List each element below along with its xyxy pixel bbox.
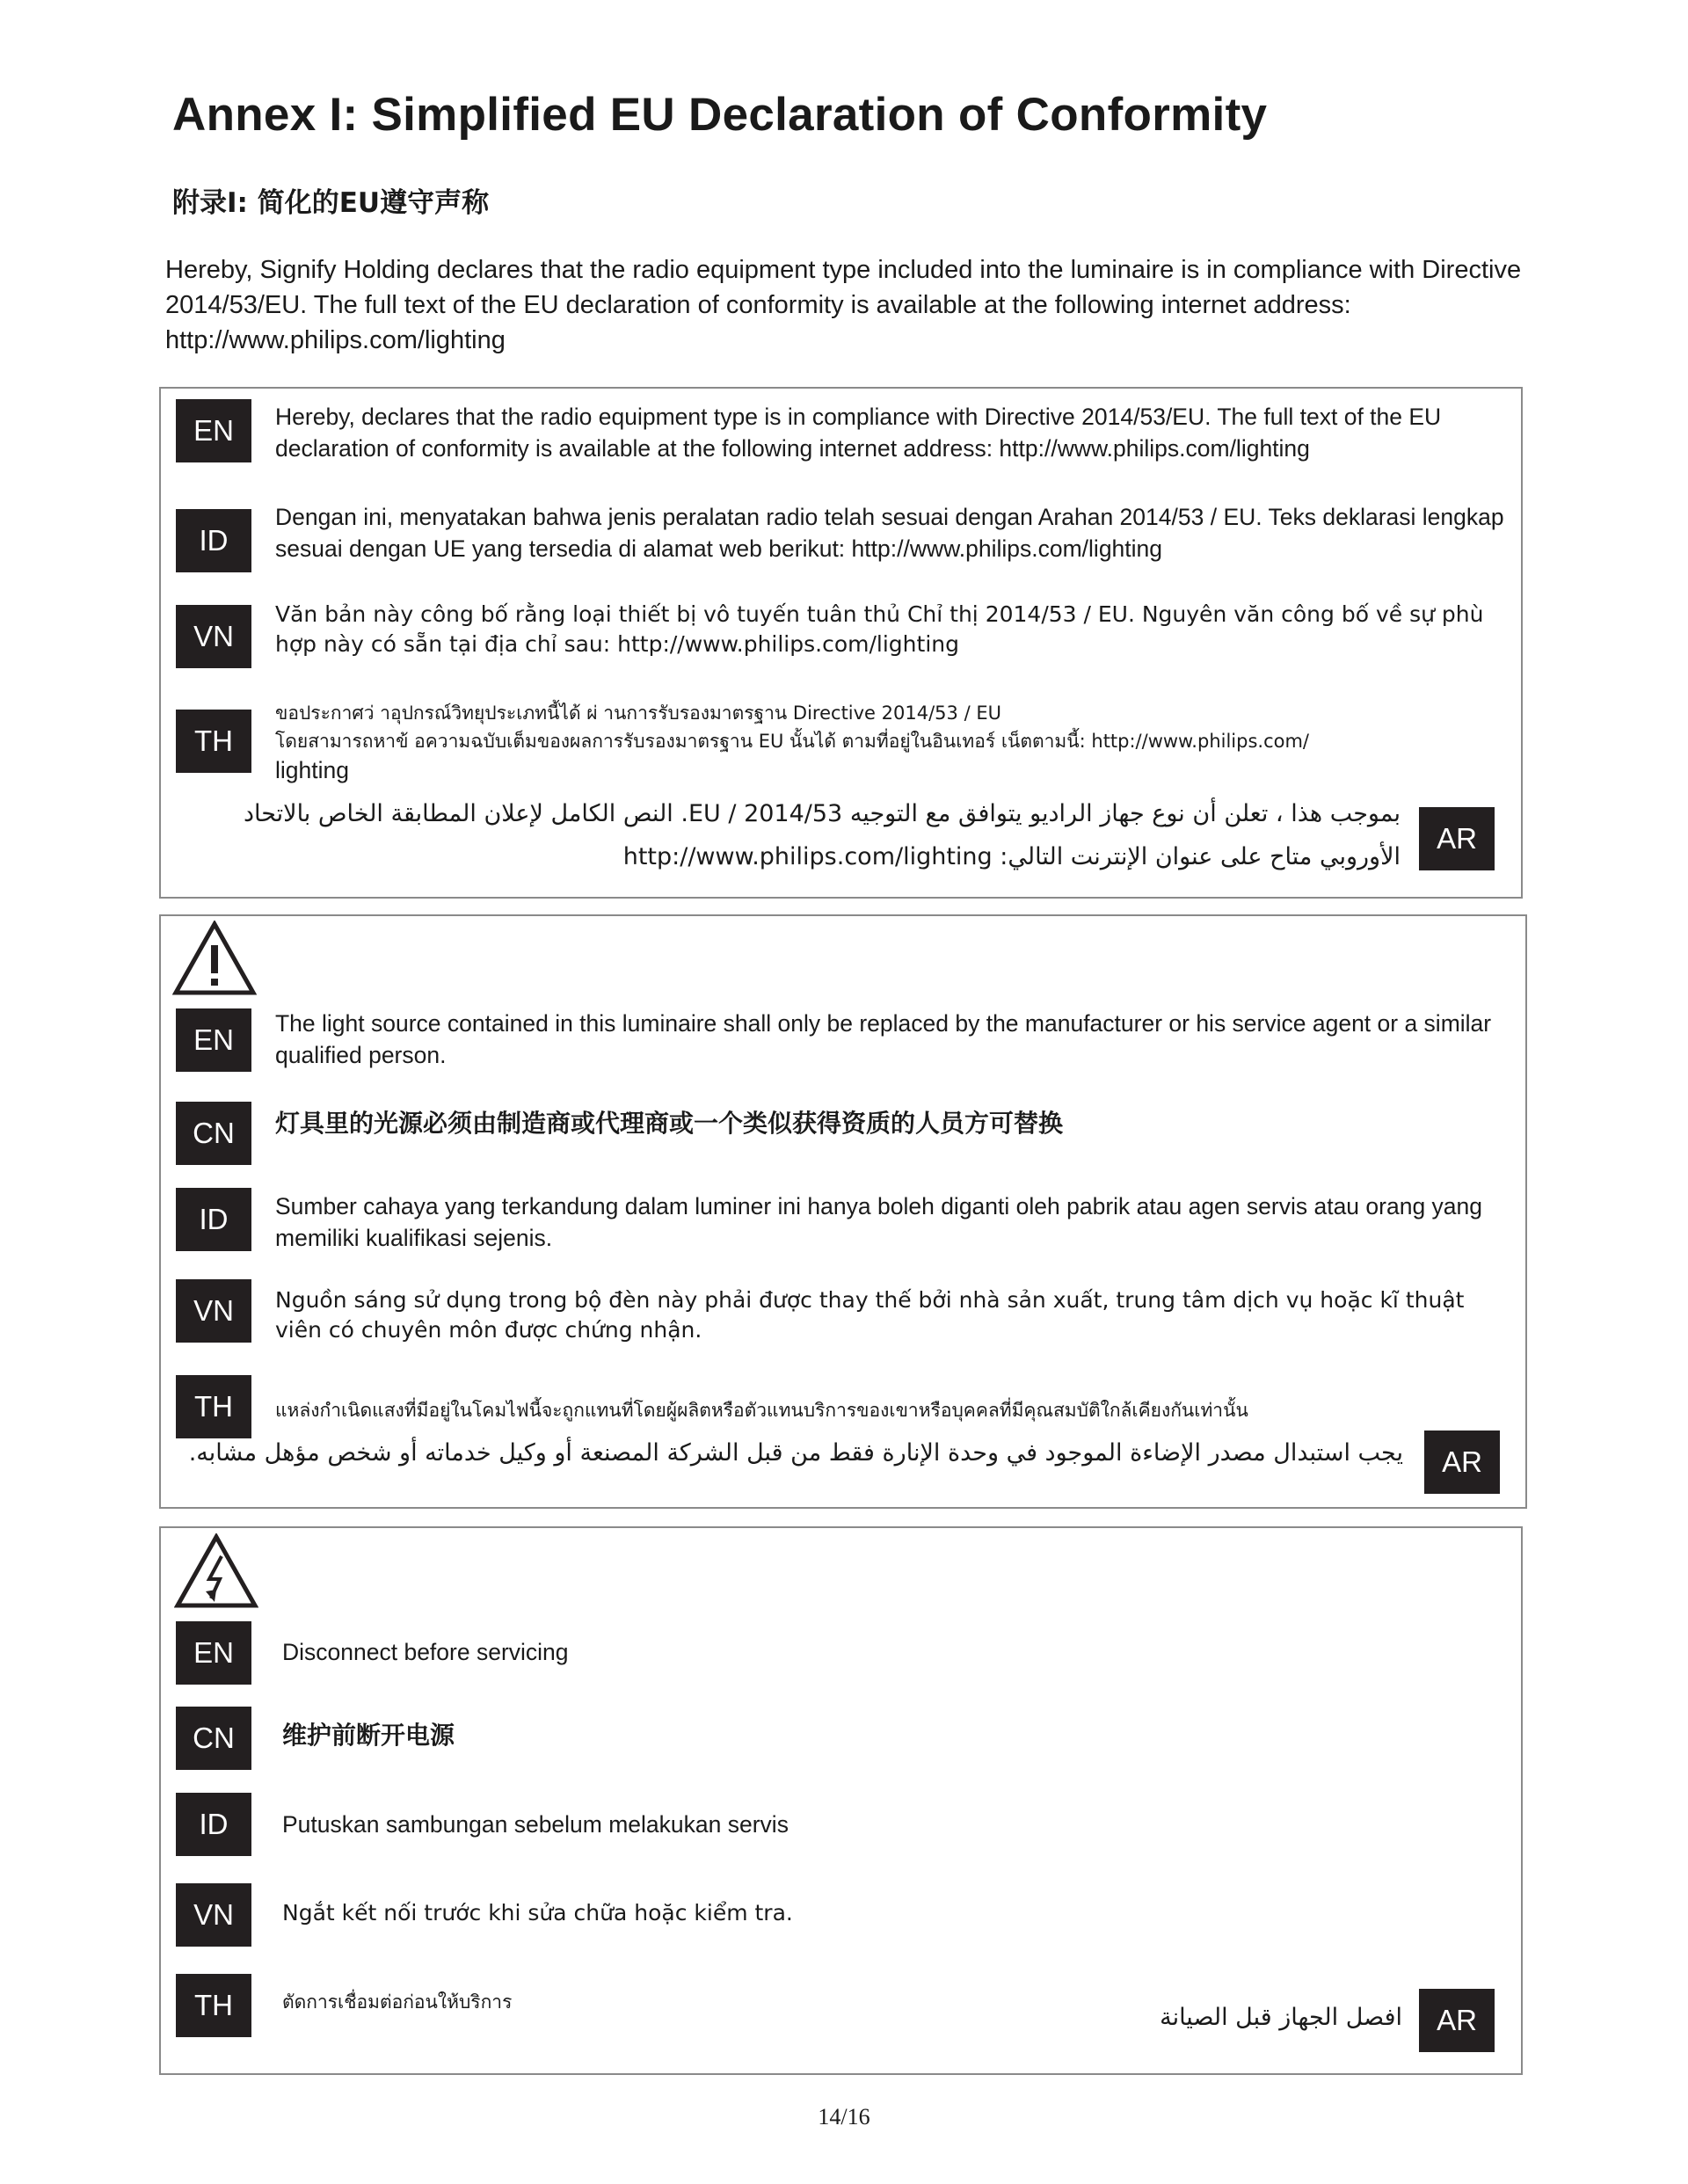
declaration-text-vn: Văn bản này công bố rằng loại thiết bị vô tuyến tuân thủ Chỉ thị 2014/53 / EU. Nguyên văn công bố về sự phù hợp này có sẵn tại địa chỉ sau: http://www.philips.com/lighting — [275, 601, 1484, 657]
warning-text-cn: 灯具里的光源必须由制造商或代理商或一个类似获得资质的人员方可替换 — [275, 1109, 1064, 1138]
warning-text-vn: Nguồn sáng sử dụng trong bộ đèn này phải được thay thế bởi nhà sản xuất, trung tâm dịch vụ hoặc kĩ thuật viên có chuyên môn được chứng nhận. — [275, 1287, 1465, 1343]
intro-paragraph: Hereby, Signify Holding declares that the radio equipment type included into the luminaire is in compliance with Directive 2014/53/EU. The full text of the EU declaration of conformity is available at the following internet address: http://www.philips.com/lighting — [165, 256, 1522, 354]
electric-text-en: Disconnect before servicing — [282, 1639, 569, 1665]
warning-text-ar: يجب استبدال مصدر الإضاءة الموجود في وحدة الإنارة فقط من قبل الشركة المصنعة أو وكيل خدماته أو شخص مؤهل مشابه. — [188, 1439, 1403, 1467]
lang-badge-id: ID — [176, 1188, 251, 1251]
lang-badge-cn: CN — [176, 1707, 251, 1770]
declaration-panel — [159, 387, 1523, 899]
lang-badge-cn: CN — [176, 1102, 251, 1165]
declaration-text-th-line2: โดยสามารถหาข้ อความฉบับเต็มของผลการรับรองมาตรฐาน EU นั้นได้ ตามที่อยู่ในอินเทอร์ เน็ตตามนี้: http://www.philips.com/ — [275, 731, 1309, 752]
warning-text-th: แหล่งกำเนิดแสงที่มีอยู่ในโคมไฟนี้จะถูกแทนที่โดยผู้ผลิตหรือตัวแทนบริการของเขาหรือบุคคลที่มีคุณสมบัติใกล้เคียงกันเท่านั้น — [275, 1400, 1248, 1421]
light-source-warning-panel — [159, 914, 1527, 1509]
lang-badge-th: TH — [176, 710, 251, 773]
electric-shock-warning-icon — [174, 1533, 258, 1609]
page-subtitle: 附录I: 简化的EU遵守声称 — [172, 187, 490, 219]
lang-badge-th: TH — [176, 1974, 251, 2037]
page-title: Annex I: Simplified EU Declaration of Conformity — [172, 89, 1268, 141]
lang-badge-id: ID — [176, 1793, 251, 1856]
declaration-text-ar-line1: بموجب هذا ، تعلن أن نوع جهاز الراديو يتوافق مع التوجيه 2014/53 / EU. النص الكامل لإعلان المطابقة الخاص بالاتحاد — [243, 800, 1401, 827]
declaration-text-th-line1: ขอประกาศว่ าอุปกรณ์วิทยุประเภทนี้ได้ ผ่ านการรับรองมาตรฐาน Directive 2014/53 / EU — [275, 703, 1001, 724]
lang-badge-en: EN — [176, 1621, 251, 1685]
lang-badge-en: EN — [176, 399, 251, 462]
lang-badge-vn: VN — [176, 605, 251, 668]
electric-warning-panel — [159, 1526, 1523, 2075]
electric-text-ar: افصل الجهاز قبل الصيانة — [1160, 2004, 1402, 2031]
electric-text-cn: 维护前断开电源 — [282, 1721, 455, 1750]
lang-badge-en: EN — [176, 1008, 251, 1072]
warning-triangle-icon — [172, 921, 257, 996]
lang-badge-th: TH — [176, 1375, 251, 1438]
lang-badge-vn: VN — [176, 1883, 251, 1947]
lang-badge-ar: AR — [1419, 1989, 1495, 2052]
lang-badge-ar: AR — [1419, 807, 1495, 870]
page-number: 14/16 — [818, 2104, 870, 2129]
warning-text-id: Sumber cahaya yang terkandung dalam luminer ini hanya boleh diganti oleh pabrik atau agen servis atau orang yang memiliki kualifikasi sejenis. — [275, 1193, 1483, 1251]
warning-text-en: The light source contained in this luminaire shall only be replaced by the manufacturer or his service agent or a similar qualified person. — [275, 1010, 1492, 1068]
lang-badge-ar: AR — [1424, 1431, 1500, 1494]
declaration-text-th-line3: lighting — [275, 757, 349, 783]
electric-text-vn: Ngắt kết nối trước khi sửa chữa hoặc kiểm tra. — [282, 1900, 793, 1926]
lang-badge-vn: VN — [176, 1279, 251, 1343]
electric-text-id: Putuskan sambungan sebelum melakukan servis — [282, 1811, 789, 1838]
declaration-text-en: Hereby, declares that the radio equipment type is in compliance with Directive 2014/53/EU. The full text of the EU declaration of conformity is available at the following internet address: http://www.philips.com/lighting — [275, 404, 1442, 462]
lang-badge-id: ID — [176, 509, 251, 572]
declaration-text-id: Dengan ini, menyatakan bahwa jenis peralatan radio telah sesuai dengan Arahan 2014/53 / EU. Teks deklarasi lengkap sesuai dengan UE yang tersedia di alamat web berikut: http://www.philips.com/lighting — [275, 504, 1504, 562]
declaration-text-ar-line2: الأوروبي متاح على عنوان الإنترنت التالي: http://www.philips.com/lighting — [622, 843, 1401, 870]
electric-text-th: ตัดการเชื่อมต่อก่อนให้บริการ — [282, 1991, 513, 2013]
